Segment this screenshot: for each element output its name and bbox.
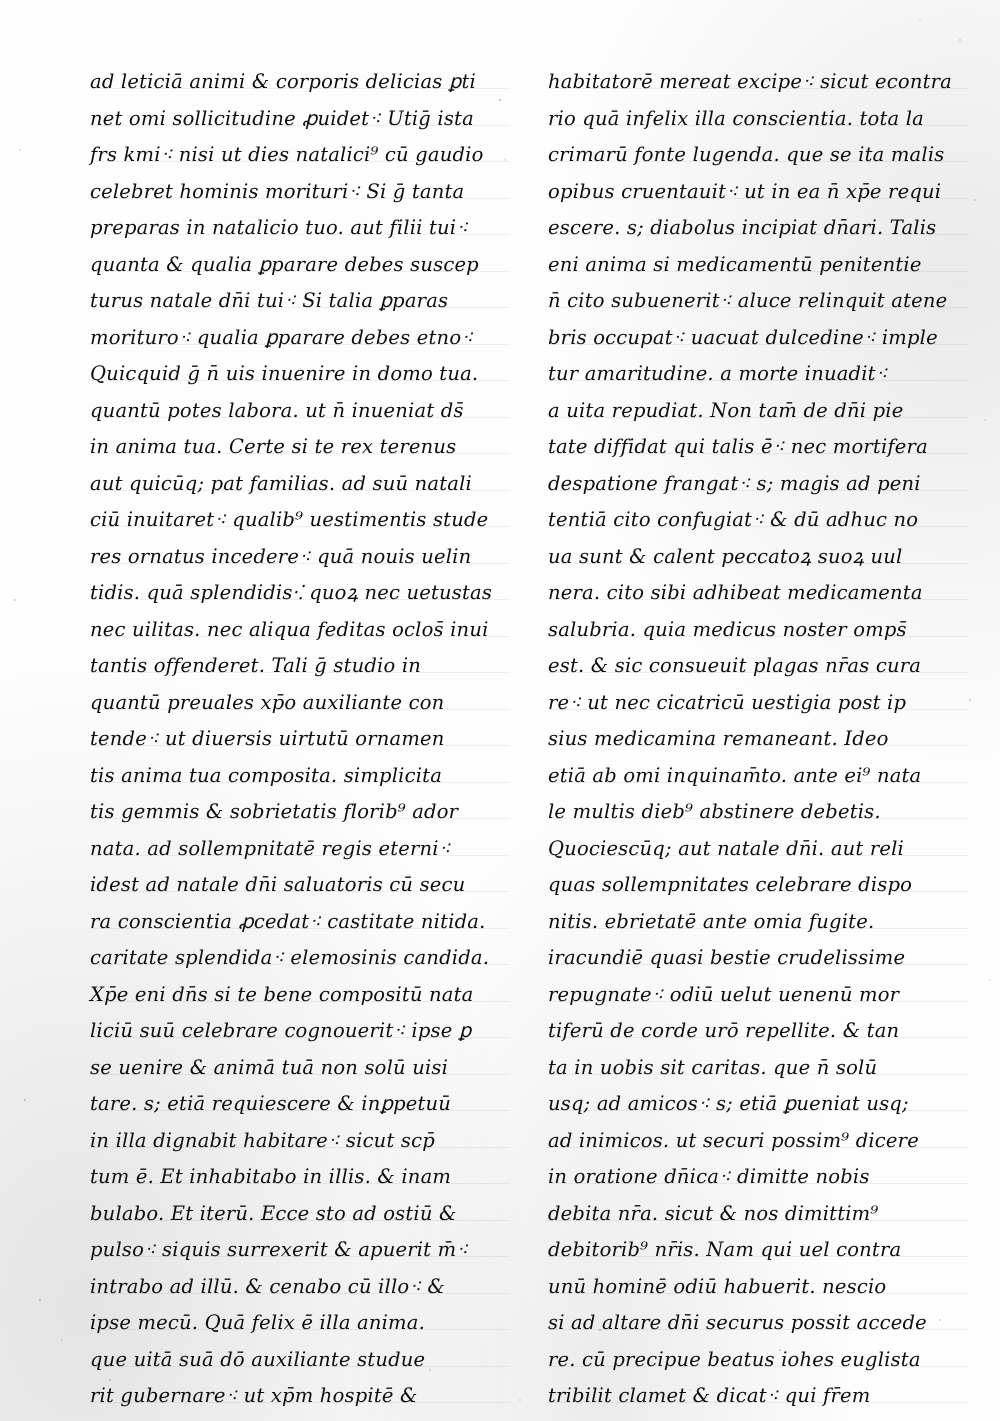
text-line: habitatorē mereat excipe⁖ sicut econtra — [548, 64, 968, 101]
text-line: ciū inuitaret⁖ qualib⁹ uestimentis stude — [90, 502, 510, 539]
text-line: a uita repudiat. Non tam̄ de dn̄i pie — [548, 393, 968, 430]
text-line: se uenire & animā tuā non solū uisi — [90, 1050, 510, 1087]
text-line: caritate splendida⁖ elemosinis candida. — [90, 940, 510, 977]
text-line: tum ē. Et inhabitabo in illis. & inam — [90, 1159, 510, 1196]
text-line: salubria. quia medicus noster omps̄ — [548, 612, 968, 649]
text-line: est. & sic consueuit plagas nr̄as cura — [548, 648, 968, 685]
text-line: pulso⁖ siquis surrexerit & apuerit m̄⁖ — [90, 1232, 510, 1269]
right-column — [548, 64, 968, 1415]
text-line: celebret hominis morituri⁖ Si ḡ tanta — [90, 174, 510, 211]
text-line: unū hominē odiū habuerit. nescio — [548, 1269, 968, 1306]
text-line: in illa dignabit habitare⁖ sicut scp̄ — [90, 1123, 510, 1160]
text-line: aut quicūq; pat familias. ad suū natali — [90, 466, 510, 503]
text-line: tur amaritudine. a morte inuadit⁖ — [548, 356, 968, 393]
text-line: ad inimicos. ut securi possim⁹ dicere — [548, 1123, 968, 1160]
text-line: bulabo. Et iterū. Ecce sto ad ostiū & — [90, 1196, 510, 1233]
text-line: nera. cito sibi adhibeat medicamenta — [548, 575, 968, 612]
text-line: turus natale dn̄i tui⁖ Si talia ꝑparas — [90, 283, 510, 320]
text-line: rio quā infelix illa conscientia. tota la — [548, 101, 968, 138]
text-line: quantū preuales xp̄o auxiliante con — [90, 685, 510, 722]
text-line: Quicquid ḡ n̄ uis inuenire in domo tua. — [90, 356, 510, 393]
text-line: ad leticiā animi & corporis delicias ꝑti — [90, 64, 510, 101]
text-line: re. cū precipue beatus iohes euglista — [548, 1342, 968, 1379]
text-line: bris occupat⁖ uacuat dulcedine⁖ imple — [548, 320, 968, 357]
text-line: liciū suū celebrare cognouerit⁖ ipse ꝑ — [90, 1013, 510, 1050]
text-line: Quociescūq; aut natale dn̄i. aut reli — [548, 831, 968, 868]
text-line: opibus cruentauit⁖ ut in ea n̄ xp̄e requi — [548, 174, 968, 211]
text-line: quantū potes labora. ut n̄ inueniat ds̄ — [90, 393, 510, 430]
text-line: tis gemmis & sobrietatis florib⁹ ador — [90, 794, 510, 831]
text-line: ra conscientia ꝓcedat⁖ castitate nitida. — [90, 904, 510, 941]
text-line: re⁖ ut nec cicatricū uestigia post ip — [548, 685, 968, 722]
text-line: despatione frangat⁖ s; magis ad peni — [548, 466, 968, 503]
text-line: escere. s; diabolus incipiat dn̄ari. Talis — [548, 210, 968, 247]
text-line: in anima tua. Certe si te rex terenus — [90, 429, 510, 466]
text-line: tende⁖ ut diuersis uirtutū ornamen — [90, 721, 510, 758]
text-line: tidis. quā splendidis⁖ quoꝝ nec uetustas — [90, 575, 510, 612]
text-line: morituro⁖ qualia ꝑparare debes etno⁖ — [90, 320, 510, 357]
text-line: tis anima tua composita. simplicita — [90, 758, 510, 795]
text-line: quanta & qualia ꝑparare debes suscep — [90, 247, 510, 284]
text-line: n̄ cito subuenerit⁖ aluce relinquit atene — [548, 283, 968, 320]
text-line: intrabo ad illū. & cenabo cū illo⁖ & — [90, 1269, 510, 1306]
text-line: quas sollempnitates celebrare dispo — [548, 867, 968, 904]
text-line: tentiā cito confugiat⁖ & dū adhuc no — [548, 502, 968, 539]
text-line: debitorib⁹ nr̄is. Nam qui uel contra — [548, 1232, 968, 1269]
text-line: nec uilitas. nec aliqua feditas oclos̄ inui — [90, 612, 510, 649]
text-line: ipse mecū. Quā felix ē illa anima. — [90, 1305, 510, 1342]
text-line: rit gubernare⁖ ut xp̄m hospitē & — [90, 1378, 510, 1415]
text-line: tare. s; etiā requiescere & inꝑpetuū — [90, 1086, 510, 1123]
text-line: debita nr̄a. sicut & nos dimittim⁹ — [548, 1196, 968, 1233]
text-line: nitis. ebrietatē ante omia fugite. — [548, 904, 968, 941]
text-line: si ad altare dn̄i securus possit accede — [548, 1305, 968, 1342]
text-line: le multis dieb⁹ abstinere debetis. — [548, 794, 968, 831]
text-line: ta in uobis sit caritas. que n̄ solū — [548, 1050, 968, 1087]
text-line: crimarū fonte lugenda. que se ita malis — [548, 137, 968, 174]
text-line: net omi sollicitudine ꝓuidet⁖ Utiḡ ista — [90, 101, 510, 138]
text-line: eni anima si medicamentū penitentie — [548, 247, 968, 284]
text-line: tantis offenderet. Tali ḡ studio in — [90, 648, 510, 685]
text-line: sius medicamina remaneant. Ideo — [548, 721, 968, 758]
text-line: que uitā suā dō auxiliante studue — [90, 1342, 510, 1379]
text-line: ua sunt & calent peccatoꝝ suoꝝ uul — [548, 539, 968, 576]
text-line: tate diffidat qui talis ē⁖ nec mortifera — [548, 429, 968, 466]
text-line: repugnate⁖ odiū uelut uenenū mor — [548, 977, 968, 1014]
text-line: tiferū de corde urō repellite. & tan — [548, 1013, 968, 1050]
text-line: in oratione dn̄ica⁖ dimitte nobis — [548, 1159, 968, 1196]
text-line: iracundiē quasi bestie crudelissime — [548, 940, 968, 977]
left-column — [90, 64, 510, 1415]
text-line: tribilit clamet & dicat⁖ qui fr̄em — [548, 1378, 968, 1415]
text-line: etiā ab omi inquinam̄to. ante ei⁹ nata — [548, 758, 968, 795]
text-line: idest ad natale dn̄i saluatoris cū secu — [90, 867, 510, 904]
text-line: Xp̄e eni dn̄s si te bene compositū nata — [90, 977, 510, 1014]
text-line: nata. ad sollempnitatē regis eterni⁖ — [90, 831, 510, 868]
text-line: usq; ad amicos⁖ s; etiā ꝑueniat usq; — [548, 1086, 968, 1123]
text-line: res ornatus incedere⁖ quā nouis uelin — [90, 539, 510, 576]
text-line: preparas in natalicio tuo. aut filii tui⁖ — [90, 210, 510, 247]
text-line: frs kmi⁖ nisi ut dies natalici⁹ cū gaudio — [90, 137, 510, 174]
